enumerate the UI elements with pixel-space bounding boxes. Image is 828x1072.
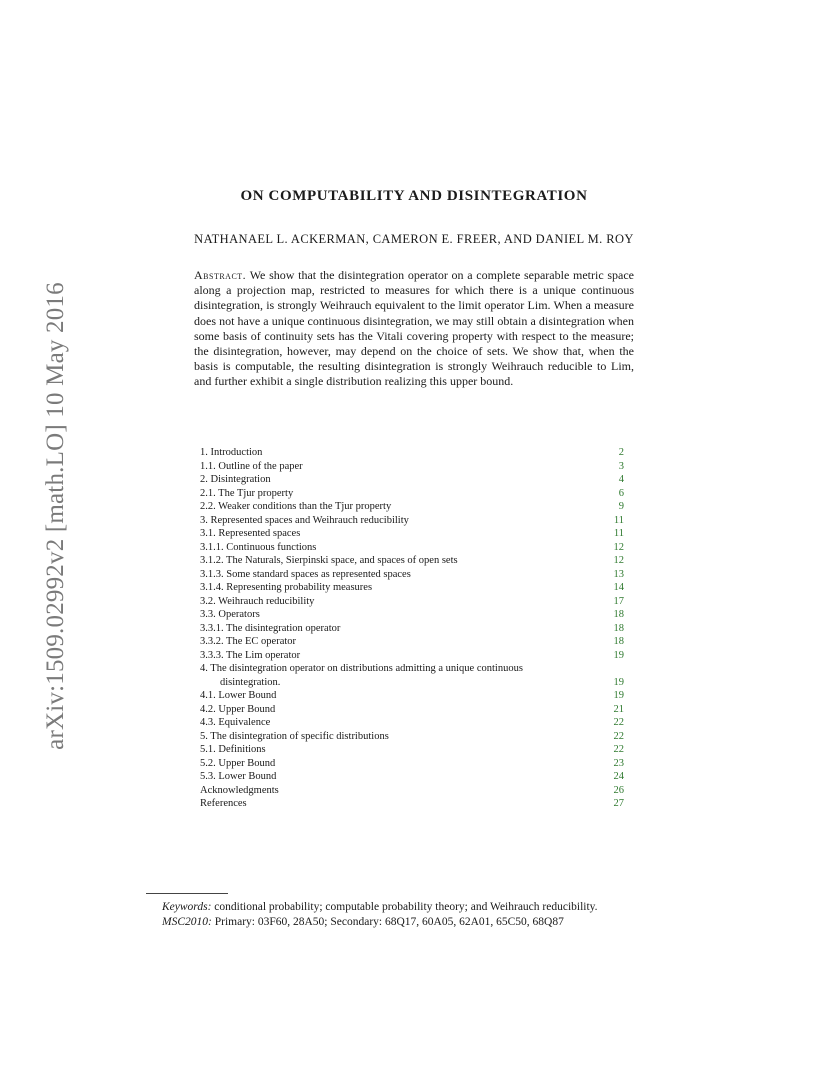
toc-row[interactable] (200, 635, 624, 649)
toc-page-link[interactable]: 13 (613, 568, 624, 580)
toc-entry[interactable]: 3.1.1. Continuous functions (200, 541, 317, 553)
toc-page-link[interactable]: 18 (613, 609, 624, 620)
table-of-contents (200, 446, 624, 811)
toc-row[interactable] (200, 541, 624, 555)
toc-row[interactable] (200, 797, 624, 811)
toc-entry[interactable]: 5. The disintegration of specific distributions (200, 730, 389, 742)
toc-page-link[interactable]: 12 (613, 541, 624, 553)
toc-entry[interactable]: disintegration. (220, 676, 281, 688)
toc-entry[interactable]: 3.3.3. The Lim operator (200, 649, 301, 661)
toc-page-link[interactable]: 12 (613, 555, 624, 566)
toc-row[interactable] (200, 595, 624, 609)
toc-page-link[interactable]: 26 (613, 784, 624, 796)
toc-page-link[interactable]: 21 (613, 703, 624, 715)
toc-row[interactable] (200, 608, 624, 622)
toc-page-link[interactable]: 18 (613, 636, 624, 647)
toc-row[interactable] (200, 446, 624, 460)
toc-entry[interactable]: 4.1. Lower Bound (200, 690, 277, 701)
paper-title: ON COMPUTABILITY AND DISINTEGRATION (240, 188, 588, 204)
paper-authors: NATHANAEL L. ACKERMAN, CAMERON E. FREER, AND DANIEL M. ROY (194, 232, 634, 246)
toc-entry[interactable]: 2. Disintegration (200, 474, 271, 485)
toc-page-link[interactable]: 2 (618, 447, 624, 458)
toc-entry[interactable]: References (200, 798, 247, 809)
toc-page-link[interactable]: 23 (613, 757, 624, 769)
toc-entry[interactable]: 2.2. Weaker conditions than the Tjur property (200, 501, 392, 512)
toc-entry[interactable]: 3.1. Represented spaces (200, 528, 301, 539)
toc-entry[interactable]: 5.3. Lower Bound (200, 771, 277, 782)
msc-line (162, 915, 722, 930)
toc-entry[interactable]: 3.3.1. The disintegration operator (200, 622, 341, 634)
toc-entry[interactable]: 4. The disintegration operator on distributions admitting a unique continuous (200, 663, 523, 674)
toc-row[interactable] (200, 581, 624, 595)
toc-entry[interactable]: 5.1. Definitions (200, 744, 266, 755)
toc-row[interactable] (200, 676, 624, 690)
toc-row[interactable] (200, 500, 624, 514)
toc-page-link[interactable]: 4 (618, 474, 624, 485)
footnotes (162, 900, 722, 930)
msc-text: Primary: 03F60, 28A50; Secondary: 68Q17, 60A05, 62A01, 65C50, 68Q87 (214, 916, 564, 928)
msc-label: MSC2010: (162, 916, 212, 928)
toc-row[interactable] (200, 662, 624, 676)
toc-row[interactable] (200, 554, 624, 568)
toc-entry[interactable]: 1. Introduction (200, 447, 263, 458)
toc-page-link[interactable]: 17 (613, 595, 624, 607)
toc-entry[interactable]: 1.1. Outline of the paper (200, 460, 303, 472)
toc-row[interactable] (200, 770, 624, 784)
toc-entry[interactable]: 5.2. Upper Bound (200, 757, 276, 769)
keywords-line (162, 900, 722, 915)
arxiv-side-stamp: arXiv:1509.02992v2 [math.LO] 10 May 2016 (42, 282, 69, 750)
toc-page-link[interactable]: 3 (618, 460, 624, 472)
keywords-text: conditional probability; computable probability theory; and Weihrauch reducibility. (214, 901, 598, 913)
toc-entry[interactable]: 2.1. The Tjur property (200, 487, 294, 499)
toc-page-link[interactable]: 22 (613, 744, 624, 755)
keywords-label: Keywords: (162, 901, 212, 913)
toc-entry[interactable]: 4.2. Upper Bound (200, 703, 276, 715)
toc-page-link[interactable]: 19 (613, 676, 624, 688)
toc-entry[interactable]: 3. Represented spaces and Weihrauch reducibility (200, 514, 409, 526)
toc-row[interactable] (200, 649, 624, 663)
toc-row[interactable] (200, 757, 624, 771)
toc-row[interactable] (200, 622, 624, 636)
toc-row[interactable] (200, 743, 624, 757)
toc-page-link[interactable]: 11 (613, 514, 624, 526)
toc-page-link[interactable]: 22 (613, 730, 624, 742)
toc-page-link[interactable]: 19 (613, 690, 624, 701)
toc-row[interactable] (200, 716, 624, 730)
toc-row[interactable] (200, 460, 624, 474)
toc-entry[interactable]: 3.3.2. The EC operator (200, 636, 297, 647)
toc-entry[interactable]: 3.1.3. Some standard spaces as represented spaces (200, 568, 411, 580)
toc-page-link[interactable]: 11 (613, 528, 624, 539)
toc-row[interactable] (200, 784, 624, 798)
toc-page-link[interactable]: 6 (618, 487, 624, 499)
abstract-label: Abstract. (194, 268, 247, 282)
toc-page-link[interactable]: 9 (618, 501, 624, 512)
footnote-rule (146, 893, 228, 894)
toc-row[interactable] (200, 703, 624, 717)
toc-entry[interactable]: 3.1.4. Representing probability measures (200, 582, 373, 593)
toc-entry[interactable]: 3.3. Operators (200, 609, 260, 620)
toc-page-link[interactable]: 22 (613, 717, 624, 728)
toc-row[interactable] (200, 689, 624, 703)
toc-entry[interactable]: 3.2. Weihrauch reducibility (200, 595, 315, 607)
toc-page-link[interactable]: 24 (613, 771, 624, 782)
toc-page-link[interactable]: 14 (613, 582, 624, 593)
toc-row[interactable] (200, 527, 624, 541)
toc-entry[interactable]: 3.1.2. The Naturals, Sierpinski space, and spaces of open sets (200, 555, 458, 566)
toc-entry[interactable]: Acknowledgments (200, 784, 279, 796)
toc-row[interactable] (200, 473, 624, 487)
toc-row[interactable] (200, 487, 624, 501)
toc-row[interactable] (200, 730, 624, 744)
toc-page-link[interactable]: 18 (613, 622, 624, 634)
abstract-text: We show that the disintegration operator on a complete separable metric space along a projection map, restricted to measures for which there is a unique continuous disintegration, is strongly Weihrauch equivalent to the limit operator Lim. When a measure does not have a unique continuous disintegration, we may still obtain a disintegration when some basis of continuity sets has the Vitali covering property with respect to the measure; the disintegration, however, may depend on the choice of sets. We show that, when the basis is computable, the resulting disintegration is strongly Weihrauch reducible to Lim, and further exhibit a single distribution realizing this upper bound. (194, 268, 634, 389)
toc-page-link[interactable]: 27 (613, 798, 624, 809)
abstract (194, 268, 634, 390)
toc-page-link[interactable]: 19 (613, 649, 624, 661)
toc-row[interactable] (200, 568, 624, 582)
toc-row[interactable] (200, 514, 624, 528)
toc-entry[interactable]: 4.3. Equivalence (200, 717, 271, 728)
